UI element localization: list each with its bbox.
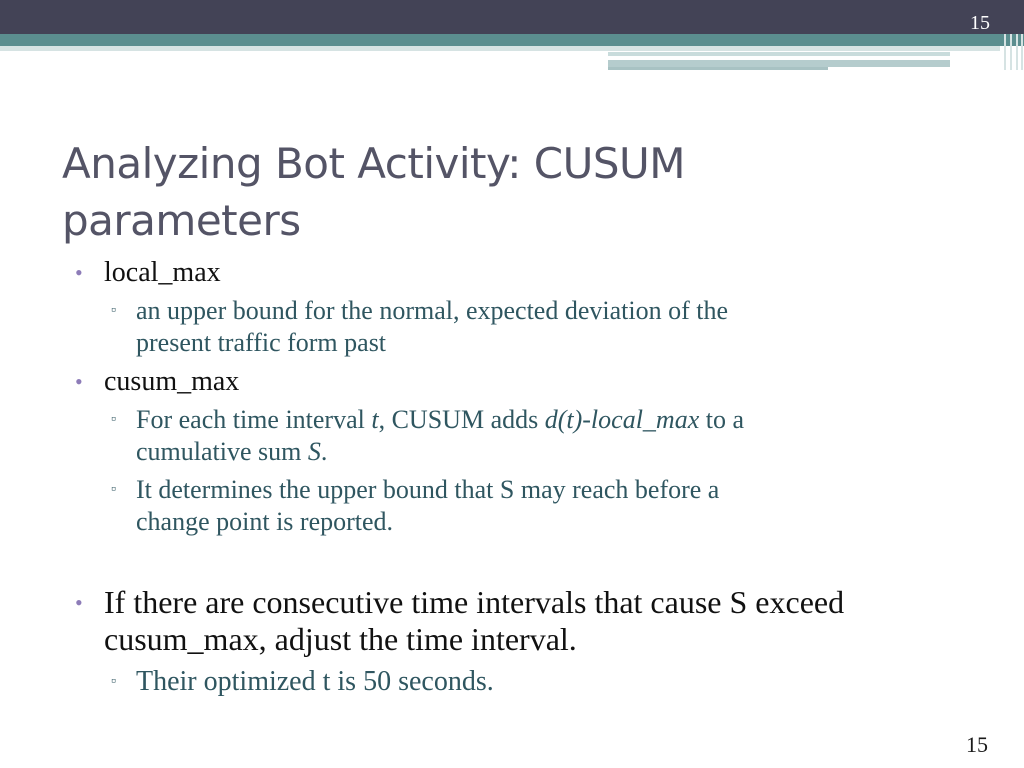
header-band-dark	[0, 0, 1024, 34]
title-line-2: parameters	[62, 196, 301, 245]
variable-t: t	[371, 405, 379, 434]
bullet-icon: •	[75, 590, 83, 615]
header-vertical-bars	[1004, 34, 1024, 70]
page-number-bottom: 15	[966, 732, 988, 757]
sub-bullet-text: an upper bound for the normal, expected deviation of the	[136, 296, 729, 325]
bullet-consecutive-intervals	[75, 584, 975, 658]
bullet-label: cusum_max	[104, 366, 240, 397]
bullet-label: cusum_max, adjust the time interval.	[104, 621, 577, 657]
sub-bullet-icon: ▫	[111, 303, 116, 318]
page-number-top: 15	[970, 12, 990, 34]
sub-bullet-text: Their optimized t is 50 seconds.	[136, 666, 494, 697]
sub-bullet-text: to a	[699, 405, 745, 434]
variable-s: S	[307, 437, 321, 466]
sub-bullet-text: For each time interval	[136, 405, 372, 434]
bullet-label: If there are consecutive time intervals that cause S exceed	[104, 584, 845, 620]
sub-bullet-icon: ▫	[111, 674, 116, 689]
header-stripe	[608, 60, 950, 67]
slide-body	[75, 256, 975, 699]
sub-bullet-optimized-t	[75, 664, 975, 699]
slide-title	[62, 135, 962, 249]
sub-bullet-icon: ▫	[111, 482, 116, 497]
bullet-cusum-max	[75, 365, 975, 398]
bullet-label: local_max	[104, 257, 221, 288]
bullet-icon: •	[75, 260, 83, 285]
sub-bullet-text: .	[320, 437, 328, 466]
header-band-teal	[0, 34, 1024, 46]
sub-bullet-text: It determines the upper bound that S may reach before a	[136, 475, 720, 504]
sub-bullet-text: , CUSUM adds	[378, 405, 545, 434]
bullet-local-max	[75, 256, 975, 289]
sub-bullet-text: present traffic form past	[136, 328, 387, 357]
header-stripe	[608, 52, 950, 56]
header-stripe	[608, 67, 828, 70]
sub-bullet-upper-bound	[75, 474, 975, 538]
title-line-1: Analyzing Bot Activity: CUSUM	[62, 139, 686, 188]
sub-bullet-local-max-definition	[75, 295, 975, 359]
sub-bullet-cusum-adds	[75, 404, 975, 468]
header-band-light	[0, 46, 1000, 51]
formula: d(t)-local_max	[544, 405, 700, 434]
bullet-icon: •	[75, 369, 83, 394]
sub-bullet-text: change point is reported.	[136, 507, 394, 536]
sub-bullet-icon: ▫	[111, 412, 116, 427]
sub-bullet-text: cumulative sum	[136, 437, 308, 466]
